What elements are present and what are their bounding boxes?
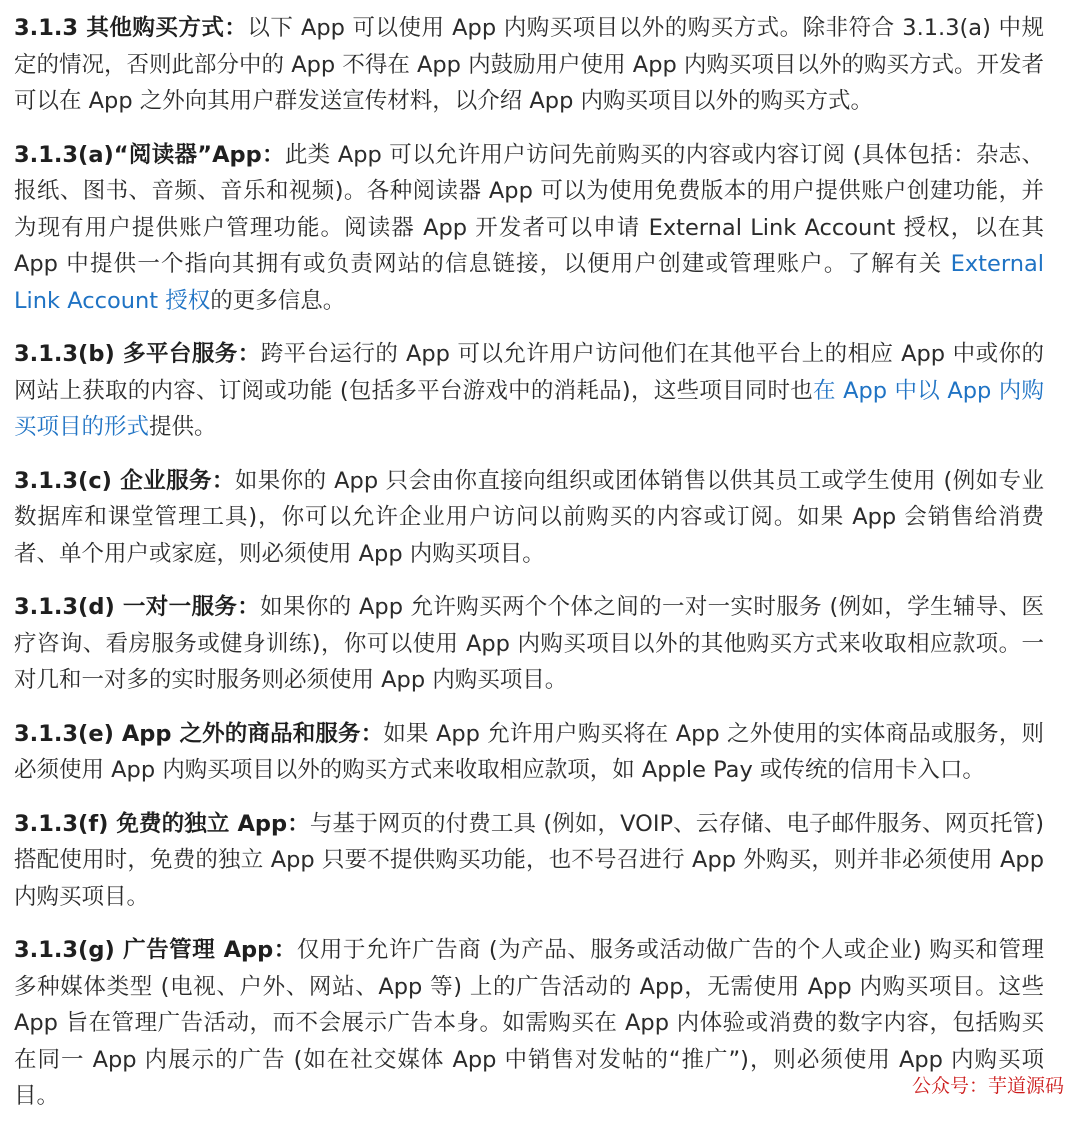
section-title: 3.1.3(b) 多平台服务： [14, 341, 261, 367]
section-title: 3.1.3(d) 一对一服务： [14, 594, 261, 620]
section-text: 以下 App 可以使用 App 内购买项目以外的购买方式。除非符合 3.1.3(a) 中规定的情况，否则此部分中的 App 不得在 App 内鼓励用户使用 App 内购买项目以外的购买方式。开发者可以在 App 之外向其用户群发送宣传材料，以介绍 App 内购买项目以外的购买方式。 [14, 15, 1044, 114]
section-text: 的更多信息。 [210, 287, 346, 314]
section-text: 如果你的 App 只会由你直接向组织或团体销售以供其员工或学生使用 (例如专业数据库和课堂管理工具)，你可以允许企业用户访问以前购买的内容或订阅。如果 App 会销售给消费者、单个用户或家庭，则必须使用 App 内购买项目。 [14, 467, 1044, 567]
section-3-1-3 [14, 10, 1044, 120]
section-3-1-3-a [14, 137, 1044, 320]
section-text: 跨平台运行的 App 可以允许用户访问他们在其他平台上的相应 App 中或你的网站上获取的内容、订阅或功能 (包括多平台游戏中的消耗品)，这些项目同时也 [14, 341, 1044, 404]
section-title: 3.1.3(a)“阅读器”App： [14, 141, 285, 168]
section-text: 仅用于允许广告商 (为产品、服务或活动做广告的个人或企业) 购买和管理多种媒体类型 (电视、户外、网站、App 等) 上的广告活动的 App，无需使用 App 内购买项目。这些 App 旨在管理广告活动，而不会展示广告本身。如需购买在 App 内体验或消费的数字内容，包括购买在同一 App 内展示的广告 (如在社交媒体 App 中销售对发帖的“推广”)，则必须使用 App 内购买项目。 [14, 937, 1044, 1109]
section-3-1-3-c [14, 463, 1044, 573]
section-title: 3.1.3(g) 广告管理 App： [14, 937, 297, 963]
guideline-document [14, 10, 1044, 1132]
section-title: 3.1.3(c) 企业服务： [14, 467, 235, 494]
watermark-label: 公众号：芋道源码 [911, 1075, 1064, 1097]
section-text: 如果你的 App 允许购买两个个体之间的一对一实时服务 (例如，学生辅导、医疗咨询、看房服务或健身训练)，你可以使用 App 内购买项目以外的其他购买方式来收取相应款项。一对几和一对多的实时服务则必须使用 App 内购买项目。 [14, 594, 1044, 693]
section-3-1-3-g [14, 932, 1044, 1115]
section-3-1-3-d [14, 589, 1044, 699]
external-link-account-link[interactable]: External Link Account 授权 [14, 251, 1044, 314]
section-text: 如果 App 允许用户购买将在 App 之外使用的实体商品或服务，则必须使用 App 内购买项目以外的购买方式来收取相应款项，如 Apple Pay 或传统的信用卡入口。 [14, 720, 1044, 783]
section-text: 与基于网页的付费工具 (例如，VOIP、云存储、电子邮件服务、网页托管) 搭配使用时，免费的独立 App 只要不提供购买功能，也不号召进行 App 外购买，则并非必须使用 App 内购买项目。 [14, 810, 1044, 910]
section-3-1-3-f [14, 806, 1044, 916]
section-3-1-3-b [14, 336, 1044, 446]
section-title: 3.1.3 其他购买方式： [14, 15, 248, 41]
section-text: 此类 App 可以允许用户访问先前购买的内容或内容订阅 (具体包括：杂志、报纸、图书、音频、音乐和视频)。各种阅读器 App 可以为使用免费版本的用户提供账户创建功能，并为现有用户提供账户管理功能。阅读器 App 开发者可以申请 External Link Account 授权，以在其 App 中提供一个指向其拥有或负责网站的信息链接，以便用户创建或管理账户。了解有关 [14, 141, 1044, 277]
section-3-1-3-e [14, 716, 1044, 789]
section-text: 提供。 [149, 414, 217, 440]
in-app-purchase-link[interactable]: 在 App 中以 App 内购买项目的形式 [14, 377, 1044, 440]
section-title: 3.1.3(f) 免费的独立 App： [14, 810, 310, 837]
section-title: 3.1.3(e) App 之外的商品和服务： [14, 720, 384, 747]
